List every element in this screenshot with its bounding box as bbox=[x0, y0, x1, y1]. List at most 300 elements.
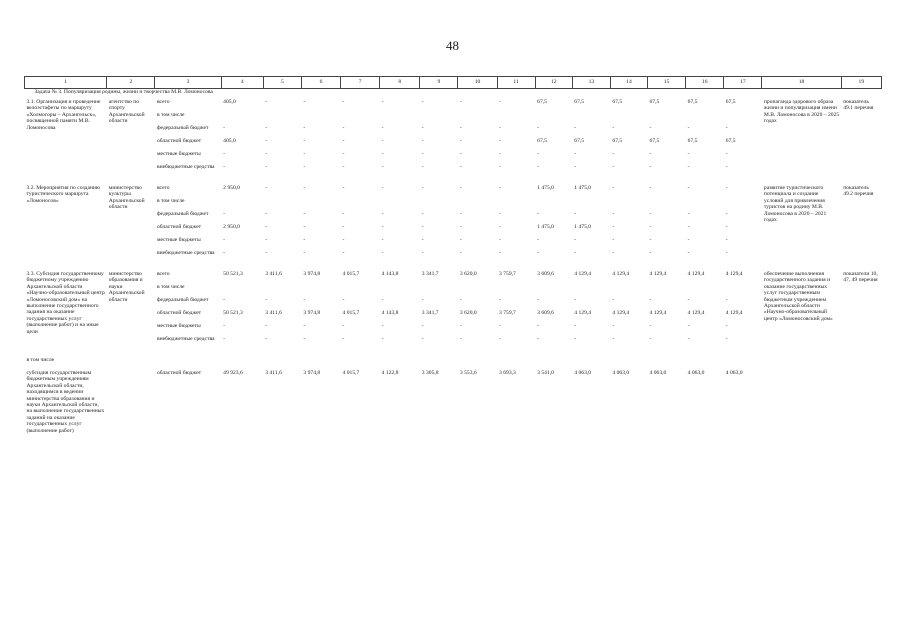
value-cell: - bbox=[381, 138, 384, 144]
value-cell: - bbox=[265, 211, 268, 217]
value-cell: - bbox=[265, 151, 268, 157]
value-cell: - bbox=[303, 336, 306, 342]
indicator: показатель 49.1 перечня bbox=[843, 99, 874, 112]
value-cell: - bbox=[649, 125, 652, 131]
value-cell: - bbox=[649, 336, 652, 342]
value-cell: - bbox=[537, 336, 540, 342]
value-cell bbox=[535, 198, 572, 211]
value-cell: 49 923,6 bbox=[223, 370, 243, 376]
value-cell: - bbox=[459, 250, 462, 256]
value-cell: - bbox=[612, 336, 615, 342]
value-cell: 1 475,0 bbox=[574, 224, 592, 230]
value-cell: - bbox=[381, 224, 384, 230]
value-cell: - bbox=[574, 323, 577, 329]
value-cell: - bbox=[342, 224, 345, 230]
value-cell: - bbox=[303, 138, 306, 144]
value-cell: - bbox=[223, 250, 226, 256]
value-cell: - bbox=[499, 250, 501, 256]
value-cell: 50 521,3 bbox=[223, 271, 243, 277]
value-cell: 4 129,4 bbox=[725, 271, 743, 277]
value-cell: - bbox=[421, 99, 424, 105]
value-cell: - bbox=[725, 297, 728, 303]
value-cell: - bbox=[687, 237, 690, 243]
value-cell bbox=[724, 198, 762, 211]
funding-source: местные бюджеты bbox=[156, 323, 201, 329]
value-cell: 405,0 bbox=[223, 99, 236, 105]
value-cell: - bbox=[265, 250, 268, 256]
value-cell: - bbox=[574, 297, 577, 303]
value-cell: - bbox=[499, 323, 501, 329]
value-cell: - bbox=[381, 125, 384, 131]
value-cell: - bbox=[499, 164, 501, 170]
value-cell: - bbox=[421, 185, 424, 191]
value-cell: - bbox=[303, 125, 306, 131]
value-cell: - bbox=[612, 250, 615, 256]
value-cell: 67,5 bbox=[687, 99, 698, 105]
value-cell: 3 411,6 bbox=[265, 370, 282, 376]
funding-source: в том числе bbox=[156, 112, 185, 118]
table-row bbox=[25, 271, 882, 284]
table-row bbox=[25, 185, 882, 198]
value-cell: 67,5 bbox=[725, 138, 736, 144]
value-cell: - bbox=[612, 151, 615, 157]
value-cell bbox=[221, 112, 263, 125]
value-cell: - bbox=[499, 336, 501, 342]
value-cell: - bbox=[725, 336, 728, 342]
value-cell: - bbox=[537, 211, 540, 217]
value-cell bbox=[380, 112, 420, 125]
column-header: 4 bbox=[221, 77, 263, 89]
value-cell: 4 063,0 bbox=[612, 370, 630, 376]
value-cell: - bbox=[223, 151, 226, 157]
value-cell: - bbox=[303, 250, 306, 256]
value-cell bbox=[724, 284, 762, 297]
value-cell: - bbox=[421, 224, 424, 230]
value-cell: 3 759,7 bbox=[499, 310, 516, 316]
value-cell: - bbox=[381, 323, 384, 329]
table-header-row bbox=[25, 77, 882, 89]
value-cell: - bbox=[381, 336, 384, 342]
column-header: 19 bbox=[841, 77, 881, 89]
value-cell: - bbox=[687, 185, 690, 191]
value-cell: - bbox=[342, 211, 345, 217]
value-cell: 4 129,4 bbox=[687, 271, 705, 277]
value-cell: - bbox=[499, 224, 501, 230]
value-cell: - bbox=[649, 323, 652, 329]
value-cell: - bbox=[303, 211, 306, 217]
value-cell: - bbox=[725, 164, 728, 170]
value-cell bbox=[648, 112, 686, 125]
value-cell: - bbox=[381, 297, 384, 303]
value-cell bbox=[420, 198, 458, 211]
value-cell: 4 063,0 bbox=[725, 370, 743, 376]
value-cell: - bbox=[459, 336, 462, 342]
value-cell: - bbox=[381, 237, 384, 243]
value-cell: - bbox=[459, 99, 462, 105]
spacer-row bbox=[25, 349, 882, 357]
funding-source: областной бюджет bbox=[156, 138, 202, 144]
value-cell: 3 609,6 bbox=[537, 310, 554, 316]
value-cell: - bbox=[537, 250, 540, 256]
value-cell: - bbox=[537, 237, 540, 243]
value-cell: - bbox=[223, 297, 226, 303]
funding-source: местные бюджеты bbox=[156, 237, 201, 243]
value-cell: - bbox=[725, 151, 728, 157]
value-cell: 4 063,0 bbox=[687, 370, 705, 376]
value-cell: - bbox=[687, 125, 690, 131]
value-cell: - bbox=[649, 250, 652, 256]
value-cell: - bbox=[459, 211, 462, 217]
column-header: 2 bbox=[107, 77, 155, 89]
value-cell: - bbox=[265, 138, 268, 144]
value-cell bbox=[535, 112, 572, 125]
value-cell: - bbox=[342, 99, 345, 105]
funding-source: в том числе bbox=[156, 284, 185, 290]
value-cell: 67,5 bbox=[537, 99, 547, 105]
value-cell: - bbox=[499, 185, 501, 191]
value-cell bbox=[458, 284, 497, 297]
value-cell bbox=[341, 198, 380, 211]
value-cell: - bbox=[537, 323, 540, 329]
value-cell: 3 341,7 bbox=[421, 310, 439, 316]
subsidy-label: в том числе bbox=[26, 357, 55, 363]
value-cell: - bbox=[381, 185, 384, 191]
value-cell: - bbox=[725, 323, 728, 329]
value-cell: - bbox=[725, 125, 728, 131]
value-cell: - bbox=[725, 224, 728, 230]
value-cell: - bbox=[303, 237, 306, 243]
column-header: 14 bbox=[610, 77, 647, 89]
value-cell: - bbox=[687, 224, 690, 230]
value-cell: - bbox=[687, 151, 690, 157]
value-cell: 3 974,8 bbox=[303, 271, 321, 277]
indicator bbox=[841, 370, 881, 434]
value-cell: - bbox=[223, 336, 226, 342]
funding-source: областной бюджет bbox=[156, 310, 202, 316]
value-cell: - bbox=[574, 336, 577, 342]
value-cell: - bbox=[537, 125, 540, 131]
value-cell bbox=[380, 198, 420, 211]
table-row bbox=[25, 99, 882, 112]
value-cell: - bbox=[649, 224, 652, 230]
value-cell bbox=[610, 284, 647, 297]
value-cell: 3 305,8 bbox=[421, 370, 439, 376]
value-cell: - bbox=[342, 297, 345, 303]
value-cell: - bbox=[574, 250, 577, 256]
expected-result: развитие туристического потенциала и создание условий для привлечения туристов на родину М.В. Ломоносова в 2020 – 2021 годах bbox=[763, 185, 827, 224]
value-cell: - bbox=[725, 237, 728, 243]
value-cell: - bbox=[421, 138, 424, 144]
value-cell: 3 411,6 bbox=[265, 271, 282, 277]
value-cell: - bbox=[421, 297, 424, 303]
value-cell: 4 143,8 bbox=[381, 310, 399, 316]
value-cell: - bbox=[687, 164, 690, 170]
value-cell: - bbox=[265, 185, 268, 191]
value-cell: 2 950,0 bbox=[223, 185, 240, 191]
value-cell bbox=[263, 284, 301, 297]
value-cell: - bbox=[223, 211, 226, 217]
expected-result: обеспечение выполнения государственного задания и оказание государственных услуг государственным бюджетным учреждением Архангельской области «Научно-образовательный центр «Ломоносовский дом» bbox=[763, 271, 833, 322]
value-cell: - bbox=[421, 151, 424, 157]
funding-source: всего bbox=[156, 99, 170, 105]
value-cell: 67,5 bbox=[574, 138, 585, 144]
value-cell: - bbox=[265, 297, 268, 303]
value-cell: 3 411,6 bbox=[265, 310, 282, 316]
spacer-row bbox=[25, 263, 882, 271]
value-cell bbox=[686, 284, 724, 297]
value-cell bbox=[572, 198, 610, 211]
value-cell: 4 129,4 bbox=[649, 310, 667, 316]
value-cell bbox=[497, 284, 535, 297]
value-cell: 67,5 bbox=[649, 138, 660, 144]
value-cell: - bbox=[223, 237, 226, 243]
value-cell: - bbox=[537, 297, 540, 303]
value-cell bbox=[301, 284, 340, 297]
value-cell: - bbox=[687, 336, 690, 342]
indicator: показатель 49.2 перечня bbox=[843, 185, 874, 198]
value-cell: - bbox=[612, 125, 615, 131]
value-cell: - bbox=[303, 297, 306, 303]
indicator: показатели 10, 47, 49 перечня bbox=[843, 271, 878, 284]
value-cell bbox=[420, 112, 458, 125]
value-cell bbox=[610, 112, 647, 125]
value-cell: - bbox=[342, 250, 345, 256]
value-cell: - bbox=[649, 297, 652, 303]
funding-source: федеральный бюджет bbox=[156, 297, 209, 303]
value-cell: - bbox=[649, 237, 652, 243]
value-cell: - bbox=[649, 164, 652, 170]
value-cell: - bbox=[574, 237, 577, 243]
value-cell: 4 143,8 bbox=[381, 271, 399, 277]
executor: министерство образования и науки Архангельской области bbox=[108, 271, 145, 303]
value-cell: - bbox=[265, 224, 268, 230]
executor: агентство по спорту Архангельской области bbox=[108, 99, 145, 125]
spacer-row bbox=[25, 177, 882, 185]
value-cell: - bbox=[459, 151, 462, 157]
value-cell: 1 475,0 bbox=[537, 224, 554, 230]
value-cell bbox=[263, 112, 301, 125]
value-cell: - bbox=[499, 211, 501, 217]
executor: министерство культуры Архангельской области bbox=[108, 185, 145, 211]
value-cell: 4 015,7 bbox=[342, 370, 360, 376]
value-cell: 4 129,4 bbox=[612, 271, 630, 277]
value-cell: 4 015,7 bbox=[342, 310, 360, 316]
column-header: 18 bbox=[762, 77, 841, 89]
value-cell bbox=[458, 112, 497, 125]
column-header: 5 bbox=[263, 77, 301, 89]
value-cell: - bbox=[499, 138, 501, 144]
value-cell bbox=[648, 284, 686, 297]
value-cell: - bbox=[649, 151, 652, 157]
value-cell: 67,5 bbox=[612, 99, 623, 105]
value-cell: - bbox=[612, 211, 615, 217]
value-cell: 1 475,0 bbox=[574, 185, 592, 191]
funding-source: внебюджетные средства bbox=[156, 164, 215, 170]
value-cell bbox=[686, 112, 724, 125]
value-cell: - bbox=[725, 250, 728, 256]
column-header: 12 bbox=[535, 77, 572, 89]
value-cell: - bbox=[223, 164, 226, 170]
value-cell: - bbox=[612, 224, 615, 230]
value-cell: 4 063,0 bbox=[574, 370, 592, 376]
value-cell: - bbox=[223, 125, 226, 131]
value-cell bbox=[341, 284, 380, 297]
value-cell: - bbox=[265, 323, 268, 329]
column-header: 15 bbox=[648, 77, 686, 89]
value-cell: 405,0 bbox=[223, 138, 236, 144]
budget-table bbox=[24, 76, 882, 434]
value-cell: - bbox=[725, 211, 728, 217]
value-cell: - bbox=[459, 164, 462, 170]
funding-source: внебюджетные средства bbox=[156, 336, 215, 342]
value-cell: - bbox=[421, 211, 424, 217]
value-cell: - bbox=[574, 125, 577, 131]
column-header: 13 bbox=[572, 77, 610, 89]
value-cell: - bbox=[342, 323, 345, 329]
value-cell bbox=[497, 112, 535, 125]
page-number: 48 bbox=[446, 38, 459, 53]
value-cell: 4 122,8 bbox=[381, 370, 399, 376]
value-cell: 3 609,6 bbox=[537, 271, 554, 277]
value-cell: 4 129,4 bbox=[574, 271, 592, 277]
value-cell: 4 129,4 bbox=[687, 310, 705, 316]
executor bbox=[107, 370, 155, 434]
value-cell: 3 974,8 bbox=[303, 370, 321, 376]
value-cell: 67,5 bbox=[725, 99, 736, 105]
value-cell: 2 950,0 bbox=[223, 224, 240, 230]
funding-source: внебюджетные средства bbox=[156, 250, 215, 256]
value-cell: - bbox=[687, 323, 690, 329]
activity-name: 3.1. Организация и проведение велоэстафеты по маршруту «Холмогоры – Архангельск», посвященной памяти М.В. Ломоносова bbox=[26, 99, 101, 131]
value-cell: - bbox=[574, 151, 577, 157]
value-cell: - bbox=[223, 323, 226, 329]
value-cell: 50 521,3 bbox=[223, 310, 243, 316]
column-header: 6 bbox=[301, 77, 340, 89]
value-cell bbox=[497, 198, 535, 211]
value-cell: - bbox=[303, 164, 306, 170]
value-cell bbox=[686, 198, 724, 211]
value-cell: - bbox=[574, 211, 577, 217]
value-cell: - bbox=[381, 99, 384, 105]
value-cell: - bbox=[687, 297, 690, 303]
value-cell: - bbox=[303, 151, 306, 157]
value-cell bbox=[221, 284, 263, 297]
value-cell: - bbox=[421, 336, 424, 342]
value-cell: 4 063,0 bbox=[649, 370, 667, 376]
value-cell bbox=[380, 284, 420, 297]
value-cell: - bbox=[499, 237, 501, 243]
funding-source: областной бюджет bbox=[156, 370, 202, 376]
value-cell: - bbox=[342, 164, 345, 170]
column-header: 1 bbox=[25, 77, 107, 89]
funding-source: всего bbox=[156, 271, 170, 277]
value-cell: - bbox=[421, 164, 424, 170]
value-cell: 4 129,4 bbox=[725, 310, 743, 316]
value-cell: - bbox=[612, 323, 615, 329]
value-cell: - bbox=[612, 164, 615, 170]
funding-source: федеральный бюджет bbox=[156, 211, 209, 217]
value-cell: 4 129,4 bbox=[649, 271, 667, 277]
value-cell bbox=[610, 198, 647, 211]
value-cell: - bbox=[499, 297, 501, 303]
value-cell: 1 475,0 bbox=[537, 185, 554, 191]
value-cell: 67,5 bbox=[574, 99, 585, 105]
value-cell: 67,5 bbox=[537, 138, 547, 144]
value-cell: - bbox=[612, 237, 615, 243]
value-cell: - bbox=[421, 237, 424, 243]
value-cell: - bbox=[303, 185, 306, 191]
column-header: 3 bbox=[155, 77, 221, 89]
value-cell: 4 129,4 bbox=[574, 310, 592, 316]
value-cell: - bbox=[342, 151, 345, 157]
value-cell: - bbox=[342, 336, 345, 342]
value-cell bbox=[535, 284, 572, 297]
value-cell: - bbox=[537, 164, 540, 170]
value-cell: - bbox=[381, 250, 384, 256]
activity-name: 3.2. Мероприятия по созданию туристического маршрута «Ломоносов» bbox=[26, 185, 101, 204]
value-cell: 3 620,0 bbox=[459, 310, 477, 316]
column-header: 17 bbox=[724, 77, 762, 89]
value-cell: - bbox=[421, 125, 424, 131]
value-cell: - bbox=[725, 185, 728, 191]
value-cell: - bbox=[421, 323, 424, 329]
value-cell: 4 129,4 bbox=[612, 310, 630, 316]
value-cell: 67,5 bbox=[649, 99, 660, 105]
value-cell: - bbox=[265, 99, 268, 105]
value-cell: - bbox=[649, 185, 652, 191]
value-cell: - bbox=[303, 99, 306, 105]
value-cell: 67,5 bbox=[612, 138, 623, 144]
value-cell: 3 693,3 bbox=[499, 370, 516, 376]
column-header: 7 bbox=[341, 77, 380, 89]
column-header: 16 bbox=[686, 77, 724, 89]
value-cell bbox=[458, 198, 497, 211]
value-cell: 3 341,7 bbox=[421, 271, 439, 277]
value-cell: 3 759,7 bbox=[499, 271, 516, 277]
value-cell: - bbox=[612, 185, 615, 191]
value-cell: - bbox=[303, 323, 306, 329]
value-cell: - bbox=[499, 151, 501, 157]
value-cell bbox=[648, 198, 686, 211]
value-cell: - bbox=[459, 323, 462, 329]
value-cell: - bbox=[265, 164, 268, 170]
value-cell bbox=[572, 284, 610, 297]
column-header: 10 bbox=[458, 77, 497, 89]
value-cell bbox=[420, 284, 458, 297]
funding-source: местные бюджеты bbox=[156, 151, 201, 157]
funding-source: в том числе bbox=[156, 198, 185, 204]
value-cell: - bbox=[612, 297, 615, 303]
value-cell bbox=[301, 112, 340, 125]
value-cell: - bbox=[342, 138, 345, 144]
value-cell: - bbox=[381, 211, 384, 217]
value-cell bbox=[572, 112, 610, 125]
value-cell: - bbox=[265, 336, 268, 342]
value-cell: - bbox=[459, 125, 462, 131]
column-header: 8 bbox=[380, 77, 420, 89]
value-cell: 67,5 bbox=[687, 138, 698, 144]
value-cell bbox=[263, 198, 301, 211]
value-cell: - bbox=[649, 211, 652, 217]
funding-source: областной бюджет bbox=[156, 224, 202, 230]
value-cell: 3 974,8 bbox=[303, 310, 321, 316]
value-cell: - bbox=[342, 185, 345, 191]
value-cell: - bbox=[342, 237, 345, 243]
expected-result bbox=[762, 370, 841, 434]
value-cell: - bbox=[421, 250, 424, 256]
task-row bbox=[25, 89, 882, 100]
value-cell bbox=[341, 112, 380, 125]
